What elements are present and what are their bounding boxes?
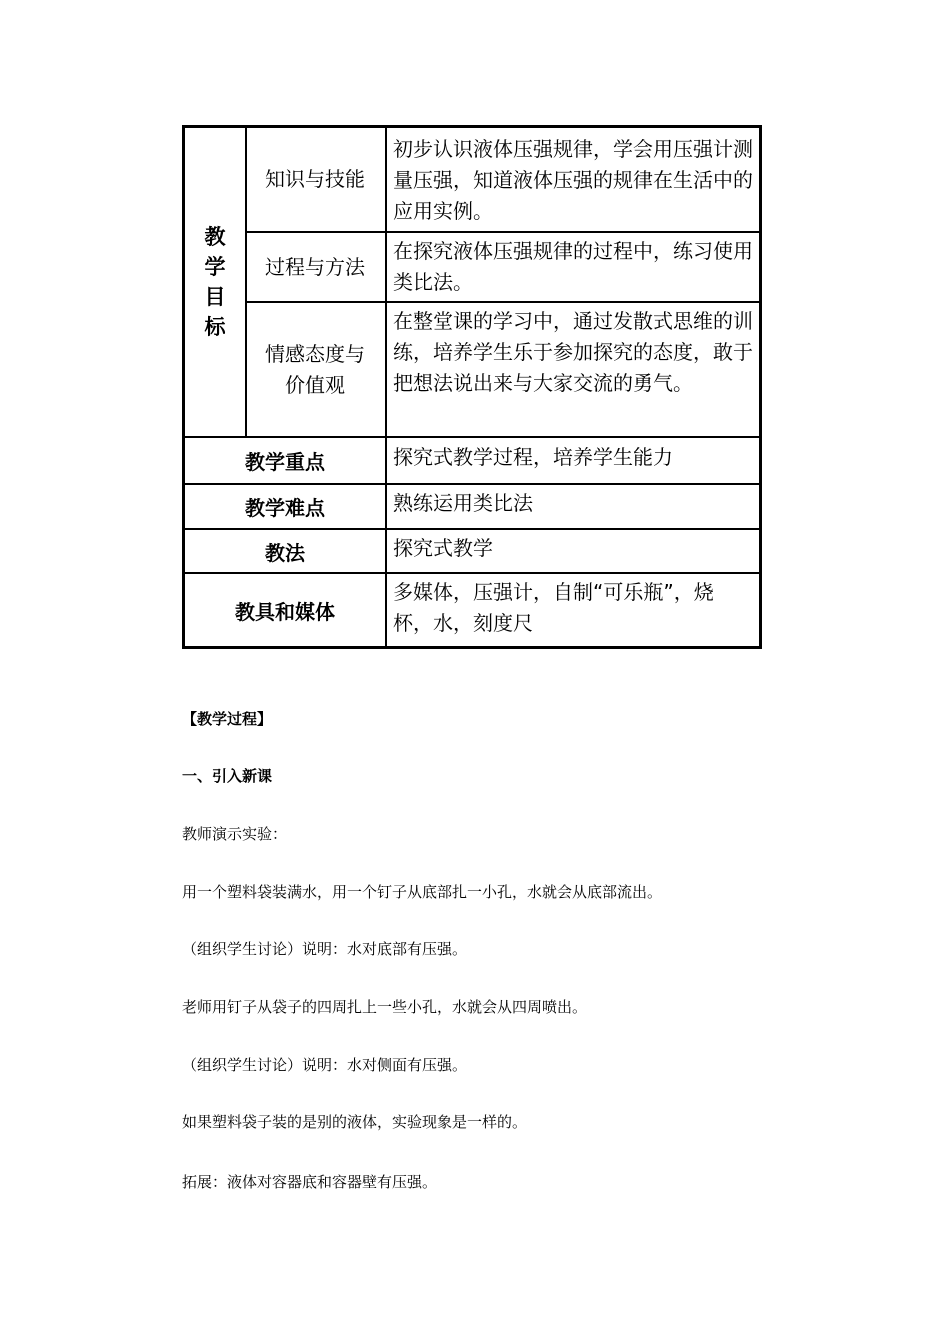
- paragraph: 老师用钉子从袋子的四周扎上一些小孔，水就会从四周喷出。: [182, 998, 588, 1016]
- goal-label-attitude: 情感态度与价值观: [265, 341, 365, 397]
- goal-text-attitude: 在整堂课的学习中，通过发散式思维的训练，培养学生乐于参加探究的态度，敢于把想法说出来与大家交流的勇气。: [393, 309, 753, 395]
- row-text-key-points: 探究式教学过程，培养学生能力: [393, 445, 673, 469]
- paragraph: 教师演示实验：: [182, 825, 288, 843]
- paragraph: 拓展：液体对容器底和容器壁有压强。: [182, 1173, 438, 1191]
- section-title: 【教学过程】: [182, 710, 273, 728]
- subsection-title: 一、引入新课: [182, 767, 273, 785]
- goal-label-knowledge: 知识与技能: [265, 167, 365, 191]
- paragraph: （组织学生讨论）说明：水对底部有压强。: [182, 940, 468, 958]
- row-label-key-points: 教学重点: [245, 450, 325, 474]
- paragraph: （组织学生讨论）说明：水对侧面有压强。: [182, 1056, 468, 1074]
- paragraph: 如果塑料袋子装的是别的液体，实验现象是一样的。: [182, 1113, 528, 1131]
- goal-text-knowledge: 初步认识液体压强规律，学会用压强计测量压强，知道液体压强的规律在生活中的应用实例。: [393, 137, 753, 223]
- paragraph: 用一个塑料袋装满水，用一个钉子从底部扎一小孔，水就会从底部流出。: [182, 883, 663, 901]
- row-label-difficulties: 教学难点: [245, 496, 325, 520]
- row-text-media: 多媒体，压强计，自制“可乐瓶”，烧杯，水，刻度尺: [393, 580, 714, 635]
- goal-text-process: 在探究液体压强规律的过程中，练习使用类比法。: [393, 239, 753, 294]
- goal-header: 教学目标: [204, 225, 226, 339]
- goal-label-process: 过程与方法: [265, 254, 365, 279]
- teaching-objectives-table: [182, 125, 762, 649]
- row-text-method: 探究式教学: [393, 536, 493, 560]
- row-label-media: 教具和媒体: [235, 599, 335, 624]
- row-text-difficulties: 熟练运用类比法: [393, 491, 533, 515]
- row-label-method: 教法: [265, 540, 305, 565]
